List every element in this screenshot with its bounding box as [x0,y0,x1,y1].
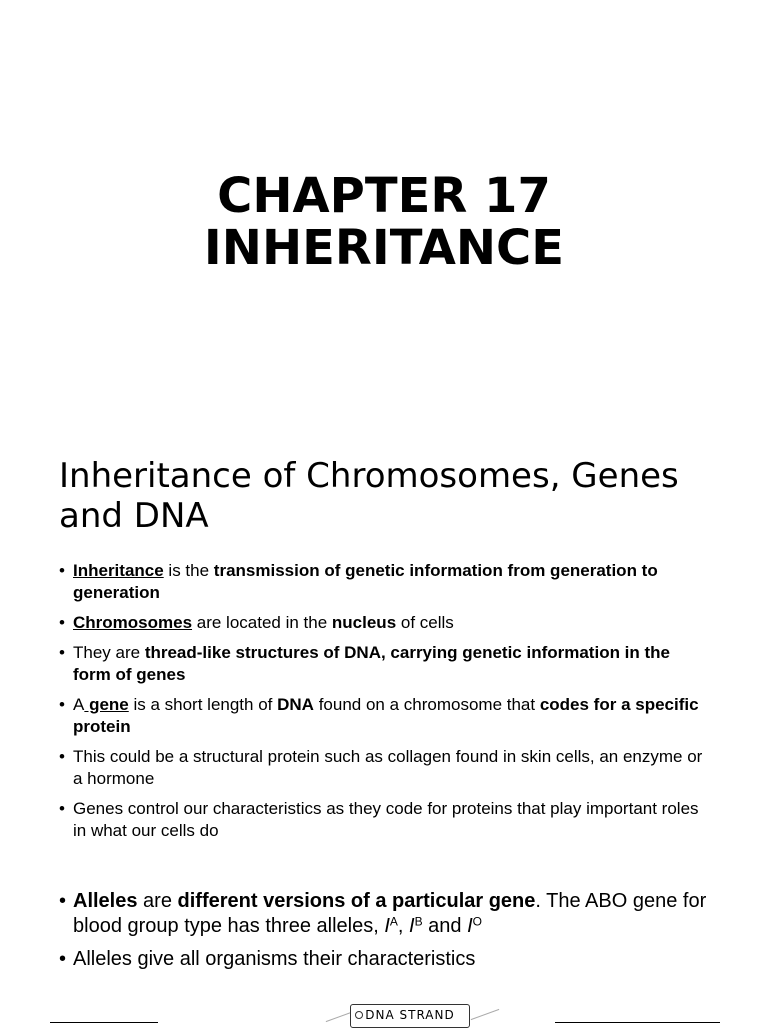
chapter-number: CHAPTER 17 [217,168,551,224]
bullet-text: are [137,890,178,912]
allele-superscript-a: A [389,914,398,929]
chapter-name: INHERITANCE [203,220,565,276]
bullet-text: are located in the [192,613,332,632]
bullet-bold: thread-like structures of DNA, carrying genetic information in the form of genes [73,643,671,684]
term-inheritance: Inheritance [73,561,164,580]
bullet-bold: transmission of genetic information from generation to generation [73,561,658,602]
bullet-gene [59,694,709,738]
bullet-alleles-characteristics [59,947,719,972]
dna-strand-label: DNA STRAND [365,1008,455,1022]
bullet-text: . The ABO gene for blood group type has three alleles, [73,890,707,937]
bullet-text: They are [73,643,145,662]
dna-strand-right-icon [471,1009,500,1020]
bullet-text: of cells [396,613,454,632]
slide-title [0,170,768,274]
bullet-text: Alleles give all organisms their characteristics [73,948,476,970]
divider-right [555,1022,720,1023]
bullet-alleles [59,889,719,939]
bullet-text: This could be a structural protein such as collagen found in skin cells, an enzyme or a hormone [73,747,703,788]
bullet-bold: nucleus [331,613,397,632]
bullet-chromosomes [59,612,709,634]
tag-hole-icon [355,1011,363,1019]
bullet-text: and [422,915,468,937]
term-chromosomes: Chromosomes [73,613,193,632]
allele-letter: I [467,915,473,937]
bullet-bold: codes for a specific protein [73,695,699,736]
alleles-list [59,889,719,980]
allele-superscript-o: O [472,914,482,929]
bullet-text: found on a chromosome that [313,695,540,714]
bullet-list [59,560,709,850]
bullet-inheritance [59,560,709,604]
divider-left [50,1022,158,1023]
bullet-text: Genes control our characteristics as they code for proteins that play important roles in what our cells do [73,799,699,840]
bullet-bold: different versions of a particular gene [177,890,536,912]
bullet-genes-control [59,798,709,842]
allele-letter: I [384,915,390,937]
section-heading: Inheritance of Chromosomes, Genes and DNA [59,456,679,536]
dna-strand-tag [350,1004,470,1028]
bullet-thread-like [59,642,709,686]
bullet-text: A [73,695,85,714]
allele-letter: I [409,915,415,937]
term-alleles: Alleles [73,890,138,912]
term-gene: gene [84,695,129,714]
bullet-text: is a short length of [128,695,278,714]
bullet-text: is the [163,561,214,580]
bullet-bold: DNA [277,695,314,714]
separator: , [397,915,410,937]
allele-superscript-b: B [414,914,423,929]
bullet-structural-protein [59,746,709,790]
